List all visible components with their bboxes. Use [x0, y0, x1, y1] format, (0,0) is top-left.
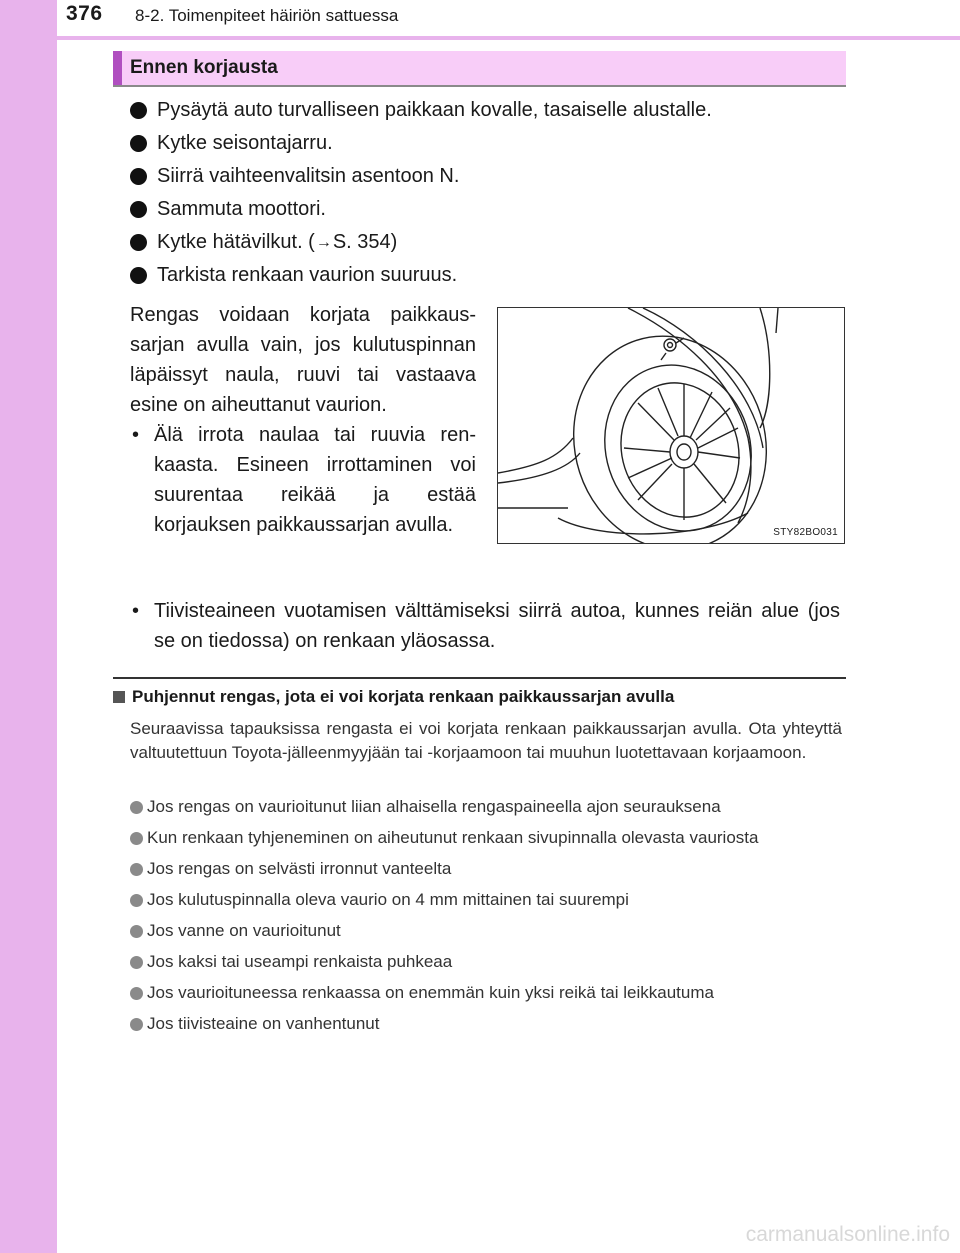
header-rule — [57, 36, 960, 40]
bullet-dot-icon — [130, 135, 147, 152]
square-bullet-icon — [113, 691, 125, 703]
bullet-marker: • — [132, 424, 140, 446]
list-item — [130, 1012, 846, 1036]
list-item — [130, 193, 850, 226]
list-item — [130, 950, 846, 974]
grey-bullet-icon — [130, 956, 143, 969]
list-item-text: Jos rengas on vaurioitunut liian alhaisella rengaspaineella ajon seurauksena — [147, 797, 721, 816]
chapter-title: 8-2. Toimenpiteet häiriön sattuessa — [135, 6, 399, 25]
list-item — [130, 826, 846, 850]
subsection-paragraph: Seuraavissa tapauksissa rengasta ei voi korjata renkaan paikkaussarjan avulla. Ota yhteyttä valtuutettuun Toyota-jälleenmyyjään tai -korjaamoon tai muuhun luotettavaan korjaamoon. — [130, 719, 842, 762]
list-item-text: Kun renkaan tyhjeneminen on aiheutunut renkaan sivupinnalla olevasta vauriosta — [147, 828, 759, 847]
section-heading-box — [113, 51, 846, 87]
list-item — [130, 127, 850, 160]
left-margin-stripe — [0, 0, 57, 1253]
figure-label: STY82BO031 — [773, 527, 838, 538]
divider — [113, 677, 846, 679]
list-item — [130, 259, 850, 292]
section-accent-bar — [113, 51, 122, 85]
list-item-text: Jos vaurioituneessa renkaassa on enemmän kuin yksi reikä tai leikkautuma — [147, 983, 714, 1002]
list-item — [130, 857, 846, 881]
grey-bullet-icon — [130, 1018, 143, 1031]
bullet-dot-icon — [130, 168, 147, 185]
tire-illustration — [497, 307, 845, 544]
bullet-dot-icon — [130, 201, 147, 218]
list-item-text: Kytke hätävilkut. ( — [157, 231, 315, 253]
list-item-text: Sammuta moottori. — [157, 198, 326, 220]
list-item-text: Jos rengas on selvästi irronnut vanteelta — [147, 859, 452, 878]
list-item — [130, 981, 846, 1005]
bullet-dot-icon — [130, 234, 147, 251]
section-title: Ennen korjausta — [130, 57, 278, 78]
page-number: 376 — [66, 2, 103, 25]
list-item-text: Jos kulutuspinnalla oleva vaurio on 4 mm mittainen tai suurempi — [147, 890, 629, 909]
list-item — [130, 919, 846, 943]
list-item — [130, 795, 846, 819]
list-item-text: Pysäytä auto turvalliseen paikkaan kovalle, tasaiselle alustalle. — [157, 99, 712, 121]
list-item-text: Jos vanne on vaurioitunut — [147, 921, 341, 940]
list-item-text: Jos kaksi tai useampi renkaista puhkeaa — [147, 952, 453, 971]
list-item — [130, 160, 850, 193]
list-item-text: Jos tiivisteaine on vanhentunut — [147, 1014, 380, 1033]
page-ref-arrow-icon: → — [315, 233, 332, 251]
grey-bullet-icon — [130, 894, 143, 907]
list-item-text: Älä irrota naulaa tai ruuvia renkaasta. Esineen irrottaminen voi suurentaa reikää ja estää korjauksen paikkaussarjan avulla. — [154, 424, 476, 536]
grey-bullet-icon — [130, 925, 143, 938]
list-item-text: Siirrä vaihteenvalitsin asentoon N. — [157, 165, 460, 187]
grey-bullet-icon — [130, 863, 143, 876]
list-item — [130, 94, 850, 127]
checklist — [130, 94, 850, 292]
subsection-title: Puhjennut rengas, jota ei voi korjata renkaan paikkaussarjan avulla — [132, 687, 675, 706]
watermark: carmanualsonline.info — [745, 1223, 950, 1246]
repair-conditions-text — [130, 300, 476, 540]
subsection-heading — [113, 687, 674, 707]
grey-bullet-icon — [130, 832, 143, 845]
bullet-dot-icon — [130, 102, 147, 119]
list-item — [130, 888, 846, 912]
list-item — [130, 226, 850, 259]
wheel-with-nail-icon — [498, 308, 844, 543]
grey-bullet-icon — [130, 801, 143, 814]
list-item-text: Kytke seisontajarru. — [157, 132, 333, 154]
list-item — [130, 596, 840, 656]
page-reference-link[interactable]: S. 354) — [332, 231, 398, 253]
bullet-marker: • — [132, 600, 140, 622]
grey-bullet-icon — [130, 987, 143, 1000]
list-item-text: Tiivisteaineen vuotamisen välttämiseksi siirrä autoa, kunnes reiän alue (jos se on tiedossa) on renkaan yläosassa. — [154, 600, 840, 652]
unrepairable-cases-list — [130, 795, 846, 1043]
bullet-dot-icon — [130, 267, 147, 284]
list-item-text: Tarkista renkaan vaurion suuruus. — [157, 264, 458, 286]
paragraph: Rengas voidaan korjata paikkaussarjan avulla vain, jos kulutuspinnan läpäissyt naula, ruuvi tai vastaava esine on aiheuttanut vaurion. — [130, 304, 476, 416]
list-item — [130, 420, 476, 540]
